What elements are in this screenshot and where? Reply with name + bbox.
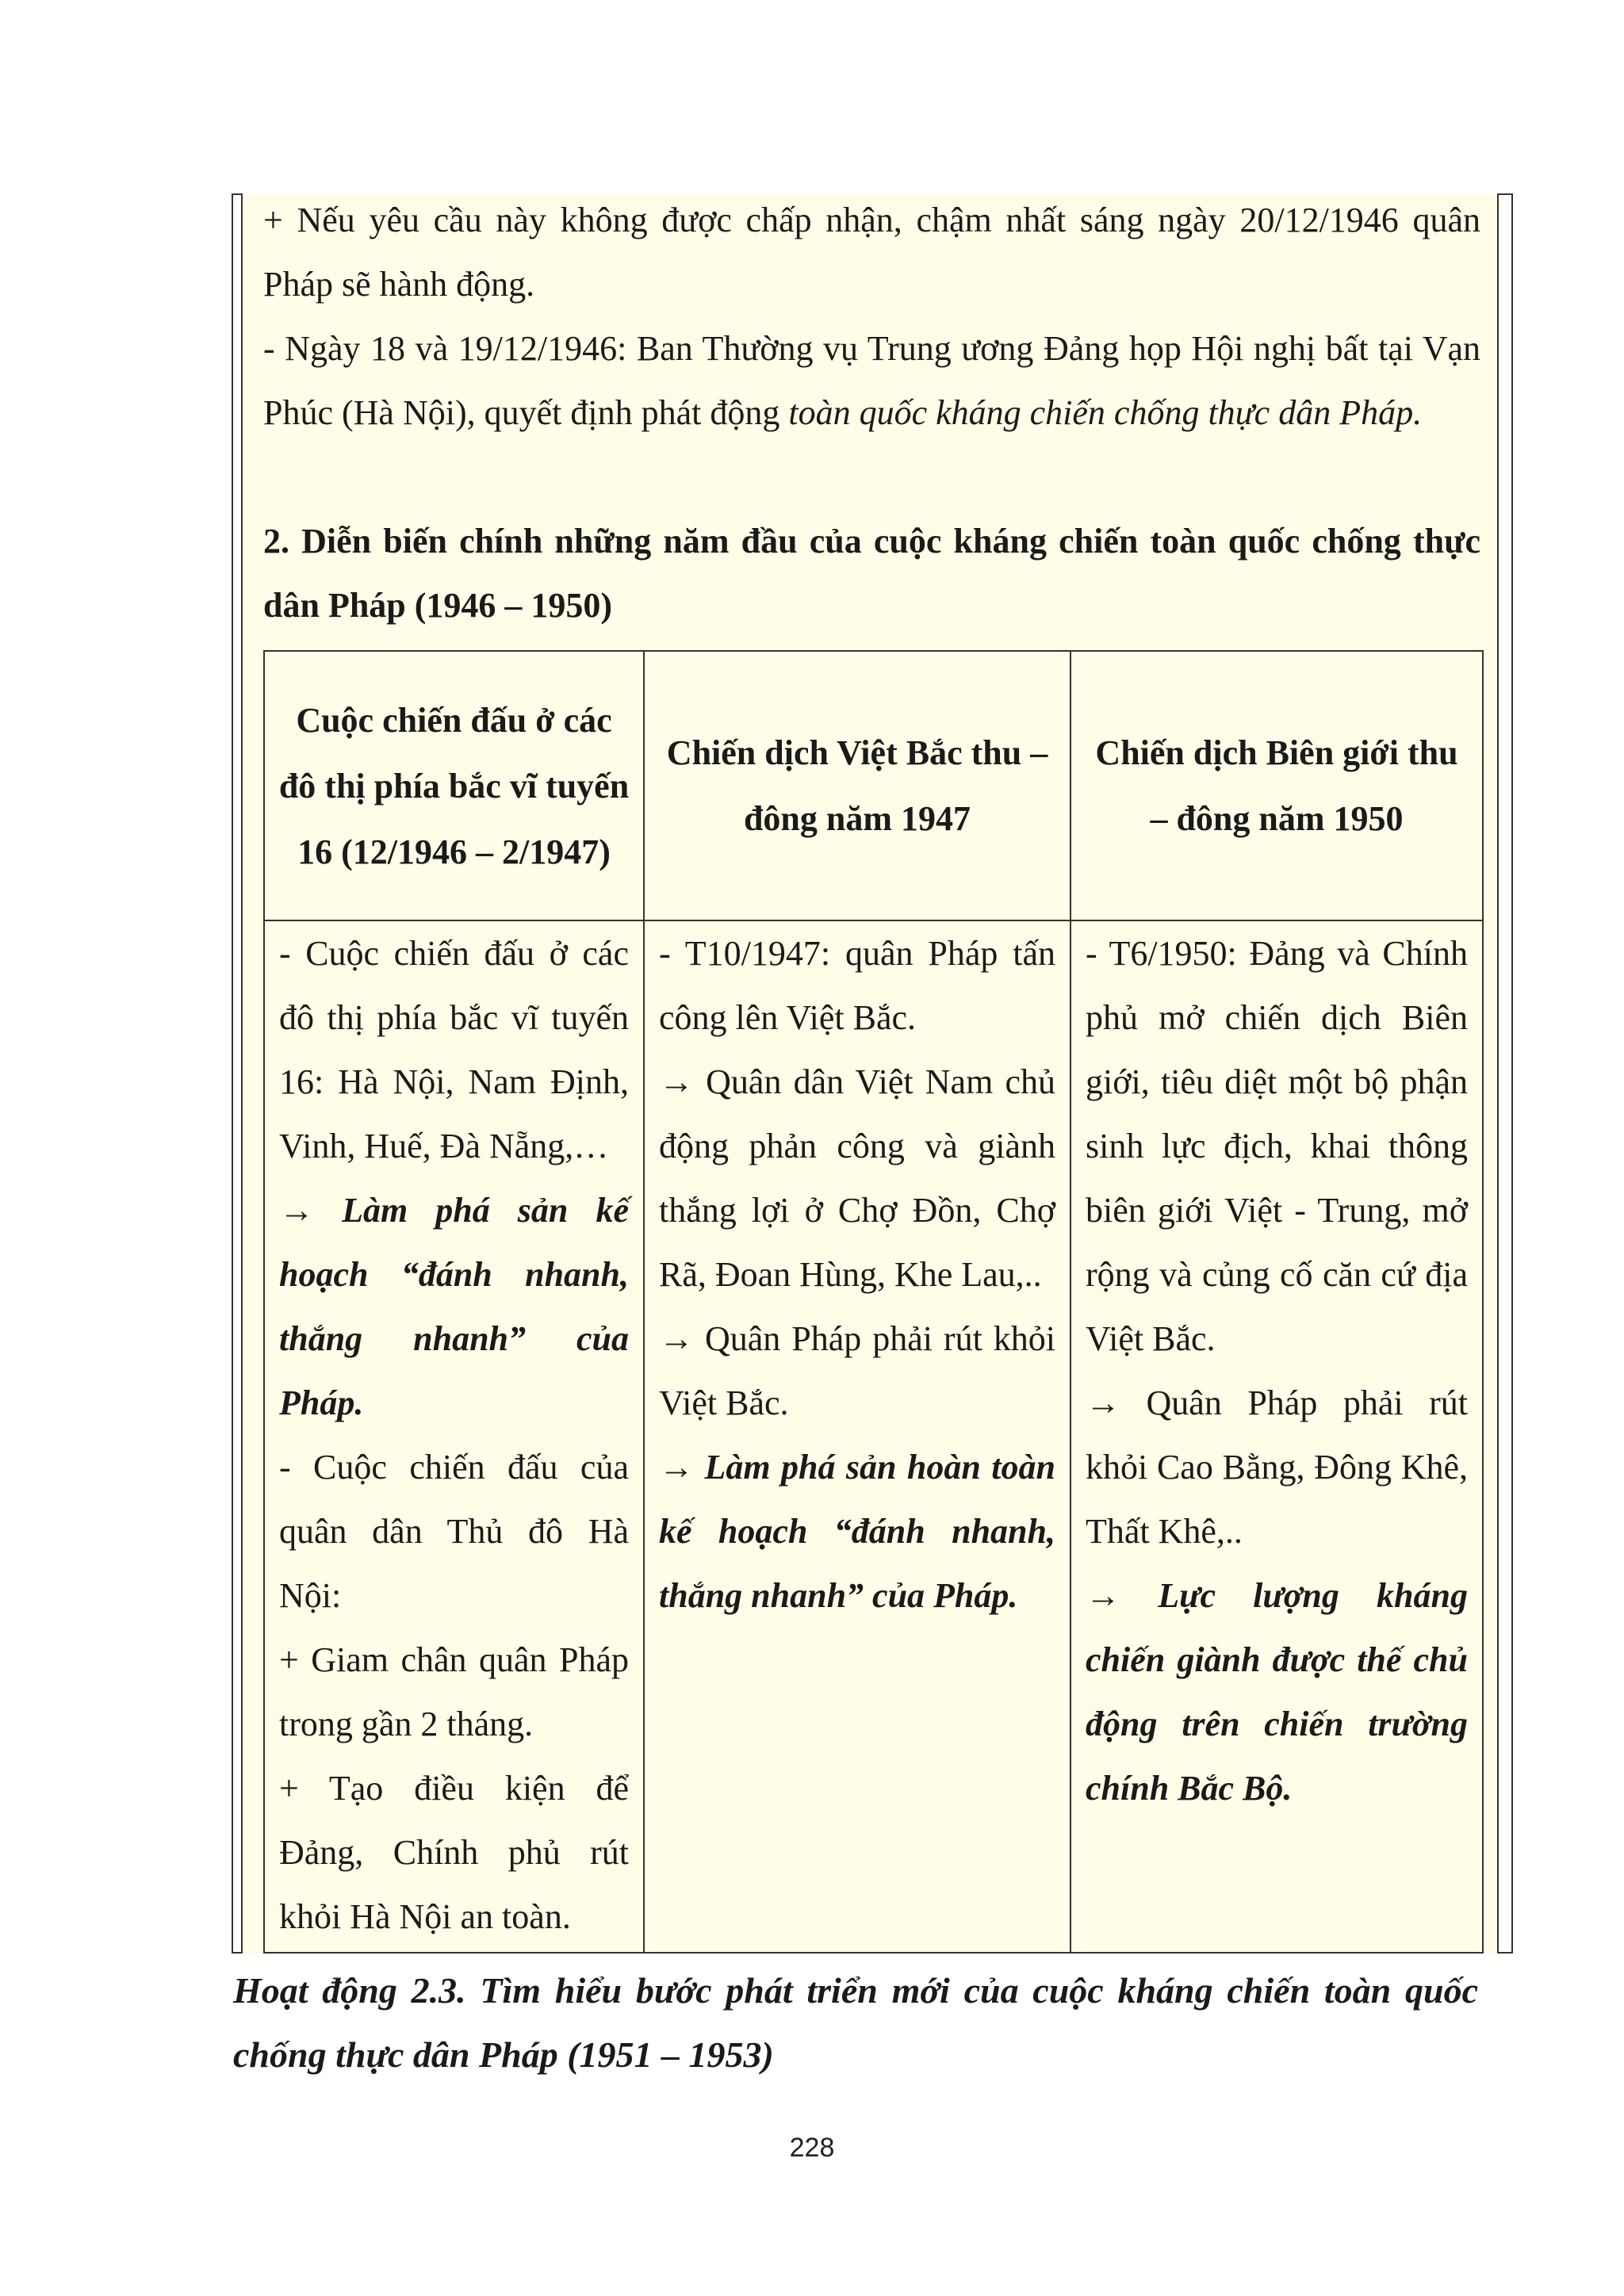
urban-p5: + Tạo điều kiện để Đảng, Chính phủ rút khỏi Hà Nội an toàn. <box>279 1769 629 1936</box>
vietbac-p2: → Quân dân Việt Nam chủ động phản công và giành thắng lợi ở Chợ Đồn, Chợ Rã, Đoan Hùng, Khe Lau,.. <box>659 1062 1055 1294</box>
cell-viet-bac-campaign <box>644 920 1071 1953</box>
section-2-heading: 2. Diễn biến chính những năm đầu của cuộc kháng chiến toàn quốc chống thực dân Pháp (1946 – 1950) <box>263 522 1480 625</box>
urban-p3: - Cuộc chiến đấu của quân dân Thủ đô Hà Nội: <box>279 1448 629 1615</box>
page-number: 228 <box>789 2133 835 2163</box>
intro-line-2-emphasis: toàn quốc kháng chiến chống thực dân Pháp. <box>788 393 1423 432</box>
events-table <box>263 650 1484 1954</box>
cell-urban-battles <box>264 920 644 1953</box>
vietbac-p4: → Làm phá sản hoàn toàn kế hoạch “đánh nhanh, thắng nhanh” của Pháp. <box>659 1448 1055 1615</box>
header-urban-battles: Cuộc chiến đấu ở các đô thị phía bắc vĩ tuyến 16 (12/1946 – 2/1947) <box>264 651 644 920</box>
vietbac-p3: → Quân Pháp phải rút khỏi Việt Bắc. <box>659 1319 1055 1422</box>
intro-line-2 <box>263 316 1480 445</box>
border-p2: → Quân Pháp phải rút khỏi Cao Bằng, Đông Khê, Thất Khê,.. <box>1086 1383 1468 1551</box>
border-p1: - T6/1950: Đảng và Chính phủ mở chiến dịch Biên giới, tiêu diệt một bộ phận sinh lực địch, khai thông biên giới Việt - Trung, mở rộng và củng cố căn cứ địa Việt Bắc. <box>1086 934 1468 1358</box>
vietbac-p1: - T10/1947: quân Pháp tấn công lên Việt Bắc. <box>659 934 1055 1037</box>
urban-p4: + Giam chân quân Pháp trong gần 2 tháng. <box>279 1640 629 1743</box>
intro-line-2-text: - Ngày 18 và 19/12/1946: Ban Thường vụ Trung ương Đảng họp Hội nghị bất tại Vạn Phúc (Hà Nội), quyết định phát động <box>263 329 1480 432</box>
urban-p1: - Cuộc chiến đấu ở các đô thị phía bắc vĩ tuyến 16: Hà Nội, Nam Định, Vinh, Huế, Đà Nẵng,… <box>279 934 629 1165</box>
header-border-campaign: Chiến dịch Biên giới thu – đông năm 1950 <box>1071 651 1483 920</box>
header-viet-bac-campaign: Chiến dịch Việt Bắc thu – đông năm 1947 <box>644 651 1071 920</box>
table-body-row <box>264 920 1483 1953</box>
border-p3: → Lực lượng kháng chiến giành được thế chủ động trên chiến trường chính Bắc Bộ. <box>1086 1576 1468 1808</box>
urban-p2: → Làm phá sản kế hoạch “đánh nhanh, thắng nhanh” của Pháp. <box>279 1191 629 1422</box>
table-header-row <box>264 651 1483 920</box>
activity-caption: Hoạt động 2.3. Tìm hiểu bước phát triển mới của cuộc kháng chiến toàn quốc chống thực dân Pháp (1951 – 1953) <box>233 1970 1478 2075</box>
intro-line-1: + Nếu yêu cầu này không được chấp nhận, chậm nhất sáng ngày 20/12/1946 quân Pháp sẽ hành động. <box>263 201 1480 304</box>
cell-border-campaign <box>1071 920 1483 1953</box>
